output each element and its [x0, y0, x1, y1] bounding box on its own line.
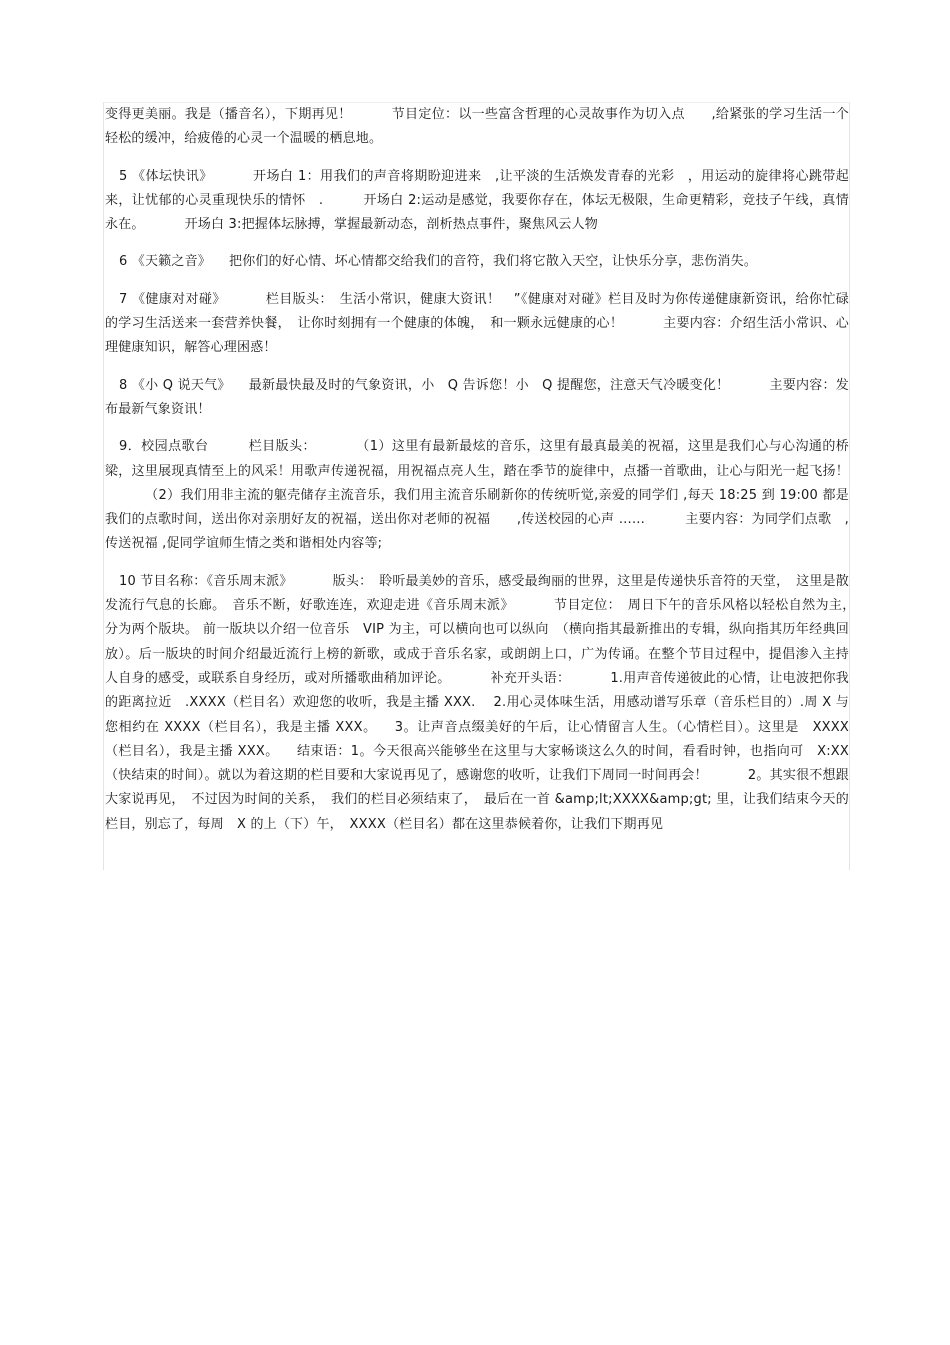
- text-segment: 节目定位：以一些富含哲理的心灵故事作为切入点 ,给紧张的学习生活一个轻松的缓冲，给疲倦的心灵一个温暖的栖息地。: [105, 107, 849, 147]
- text-block: [103, 102, 863, 870]
- paragraph-weather: [104, 374, 849, 423]
- text-segment: 主要内容：发布最新气象资讯！: [105, 377, 849, 417]
- text-segment: 2。其实很不想跟大家说再见， 不过因为时间的关系， 我们的栏目必须结束了， 最后在一首 &amp;lt;XXXX&amp;gt; 里，让我们结束今天的栏目，别忘了，每周 X 的上（下）午， XXXX（栏目名）都在这里恭候着你，让我们下期再见: [105, 768, 850, 832]
- text-segment: 把你们的好心情、坏心情都交给我们的音符，我们将它散入天空，让快乐分享，悲伤消失。: [229, 254, 758, 270]
- text-segment: 主要内容：介绍生活小常识、心理健康知识，解答心理困惑！: [105, 316, 849, 356]
- text-segment: 变得更美丽。我是（播音名），下期再见！: [105, 107, 352, 122]
- program-title: 9．校园点歌台: [119, 439, 209, 455]
- text-segment: 节目定位： 周日下午的音乐风格以轻松自然为主， 分为两个版块。 前一版块以介绍一位音乐 VIP 为主，可以横向也可以纵向 （横向指其最新推出的专辑，纵向指其历年经典回放）。后一版块的时间介绍最近流行上榜的新歌，或成于音乐名家，或朗朗上口，广为传诵。在整个节目过程中，提倡渗入主持人自身的感受，或联系自身经历，或对所播歌曲稍加评论。: [105, 598, 863, 686]
- program-title: 10 节目名称：《音乐周末派》: [119, 573, 293, 589]
- paragraph-positioning: [104, 103, 849, 152]
- text-segment: 3。让声音点缀美好的午后，让心情留言人生。（心情栏目）。这里是 XXXX（栏目名），我是主播 XXX。: [105, 719, 849, 759]
- text-segment: 开场白 2:运动是感觉，我要你存在，体坛无极限，生命更精彩，竞技子午线，真情永在。: [105, 192, 849, 233]
- text-segment: 版头： 聆听最美妙的音乐，感受最绚丽的世界，这里是传递快乐音符的天堂， 这里是散发流行气息的长廊。 音乐不断，好歌连连，欢迎走进《音乐周末派》: [105, 573, 849, 614]
- text-segment: 开场白 1：用我们的声音将期盼迎进来 ,让平淡的生活焕发青春的光彩 ，用运动的旋律将心跳带起来，让忧郁的心灵重现快乐的情怀 .: [105, 168, 849, 208]
- program-title: 8 《小 Q 说天气》: [119, 377, 231, 393]
- program-title: 7 《健康对对碰》: [119, 291, 226, 307]
- text-segment: 栏目版头： 生活小常识，健康大资讯！ ”《健康对对碰》栏目及时为你传递健康新资讯，给你忙碌的学习生活送来一套营养快餐， 让你时刻拥有一个健康的体魄， 和一颗永远健康的心！: [105, 291, 849, 332]
- text-segment: 补充开头语：: [490, 670, 571, 686]
- text-segment: 栏目版头：: [248, 439, 316, 455]
- paragraph-health: [104, 288, 849, 361]
- text-segment: 最新最快最及时的气象资讯，小 Q 告诉您！小 Q 提醒您，注意天气冷暖变化！: [248, 377, 730, 393]
- text-segment: （1）这里有最新最炫的音乐，这里有最真最美的祝福，这里是我们心与心沟通的桥梁，这里展现真情至上的风采！用歌声传递祝福，用祝福点亮人生，踏在季节的旋律中，点播一首歌曲，让心与阳光一起飞扬！: [105, 439, 850, 479]
- text-segment: 结束语：1。今天很高兴能够坐在这里与大家畅谈这么久的时间，看看时钟，也指向可 X:XX（快结束的时间）。就以为着这期的栏目要和大家说再见了，感谢您的收听，让我们下周同一时间再会！: [105, 743, 849, 784]
- program-title: 6 《天籁之音》: [119, 254, 212, 270]
- paragraph-song-request: [104, 435, 849, 556]
- program-title: 5 《体坛快讯》: [119, 168, 213, 184]
- paragraph-music-weekend: [104, 570, 863, 837]
- text-segment: 1.用声音传递彼此的心情，让电波把你我的距离拉近 .XXXX（栏目名）欢迎您的收听，我是主播 XXX.: [105, 670, 850, 711]
- text-segment: 2.用心灵体味生活，用感动谱写乐章（音乐栏目的）.周 X 与您相约在 XXXX（栏目名），我是主播 XXX。: [105, 695, 849, 735]
- paragraph-sound-of-nature: [104, 250, 849, 274]
- paragraph-sports-news: [104, 165, 849, 238]
- text-segment: 开场白 3:把握体坛脉搏，掌握最新动态，剖析热点事件，聚焦风云人物: [184, 217, 598, 233]
- text-segment: （2）我们用非主流的躯壳储存主流音乐，我们用主流音乐刷新你的传统听觉,亲爱的同学们 ,每天 18:25 到 19:00 都是我们的点歌时间，送出你对亲朋好友的祝福，送出你对老师的祝福 ,传送校园的心声 ……: [105, 487, 849, 528]
- text-segment: 主要内容：为同学们点歌 ,传送祝福 ,促同学谊师生情之类和谐相处内容等;: [105, 512, 850, 552]
